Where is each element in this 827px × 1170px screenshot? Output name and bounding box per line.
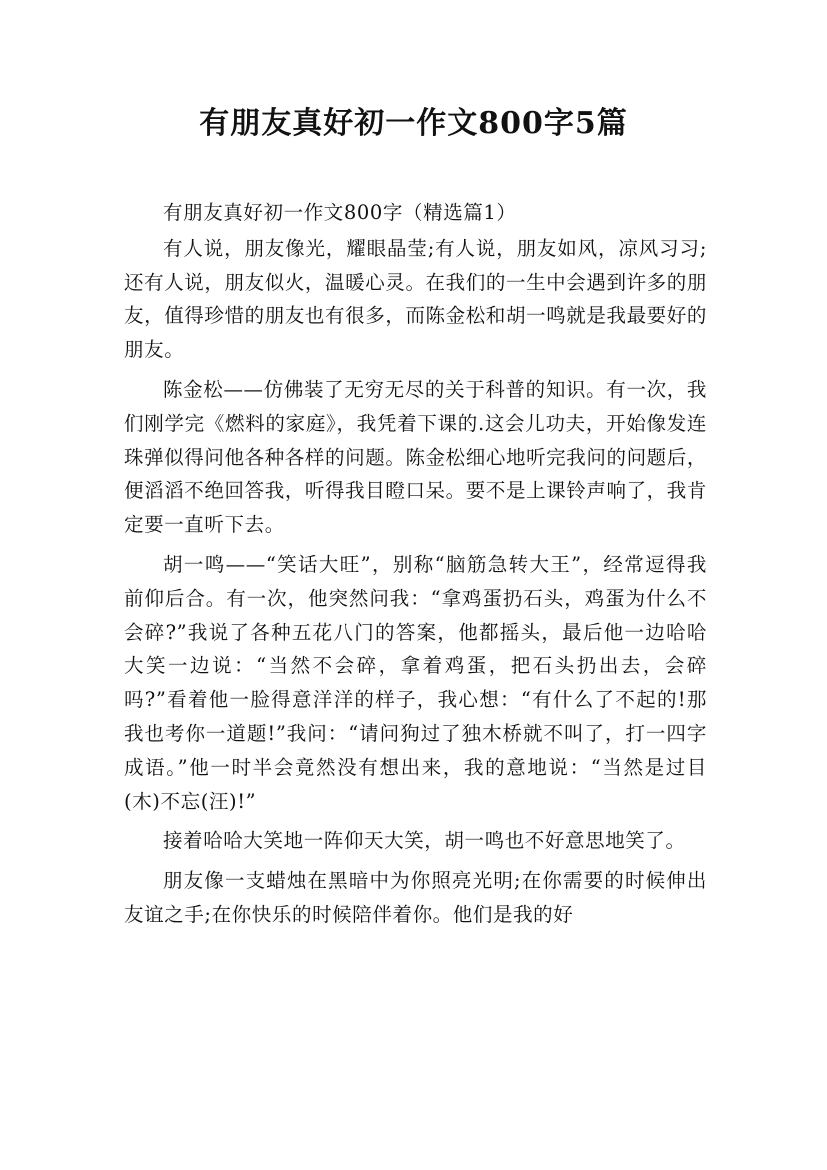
paragraph: 陈金松——仿佛装了无穷无尽的关于科普的知识。有一次，我们刚学完《燃料的家庭》，我凭着下课的.这会儿功夫，开始像发连珠弹似得问他各种各样的问题。陈金松细心地听完我问的问题后，便滔滔不绝回答我，听得我目瞪口呆。要不是上课铃声响了，我肯定要一直听下去。	[124, 377, 707, 537]
paragraph: 有人说，朋友像光，耀眼晶莹;有人说，朋友如风，凉风习习;还有人说，朋友似火，温暖心灵。在我们的一生中会遇到许多的朋友，值得珍惜的朋友也有很多，而陈金松和胡一鸣就是我最要好的朋友。	[124, 236, 707, 362]
document-body	[124, 196, 707, 938]
section-heading: 有朋友真好初一作文800字（精选篇1）	[163, 201, 517, 224]
document-title: 有朋友真好初一作文800字5篇	[199, 106, 628, 141]
paragraph: 接着哈哈大笑地一阵仰天大笑，胡一鸣也不好意思地笑了。	[163, 829, 686, 853]
paragraph: 朋友像一支蜡烛在黑暗中为你照亮光明;在你需要的时候伸出友谊之手;在你快乐的时候陪伴着你。他们是我的好	[124, 869, 707, 926]
paragraph: 胡一鸣——“笑话大旺”，别称“脑筋急转大王”，经常逗得我前仰后合。有一次，他突然问我：“拿鸡蛋扔石头，鸡蛋为什么不会碎?”我说了各种五花八门的答案，他都摇头，最后他一边哈哈大笑一边说：“当然不会碎，拿着鸡蛋，把石头扔出去，会碎吗?”看着他一脸得意洋洋的样子，我心想：“有什么了不起的!那我也考你一道题!”我问：“请问狗过了独木桥就不叫了，打一四字成语。”他一时半会竟然没有想出来，我的意地说：“当然是过目(木)不忘(汪)!”	[124, 552, 707, 813]
